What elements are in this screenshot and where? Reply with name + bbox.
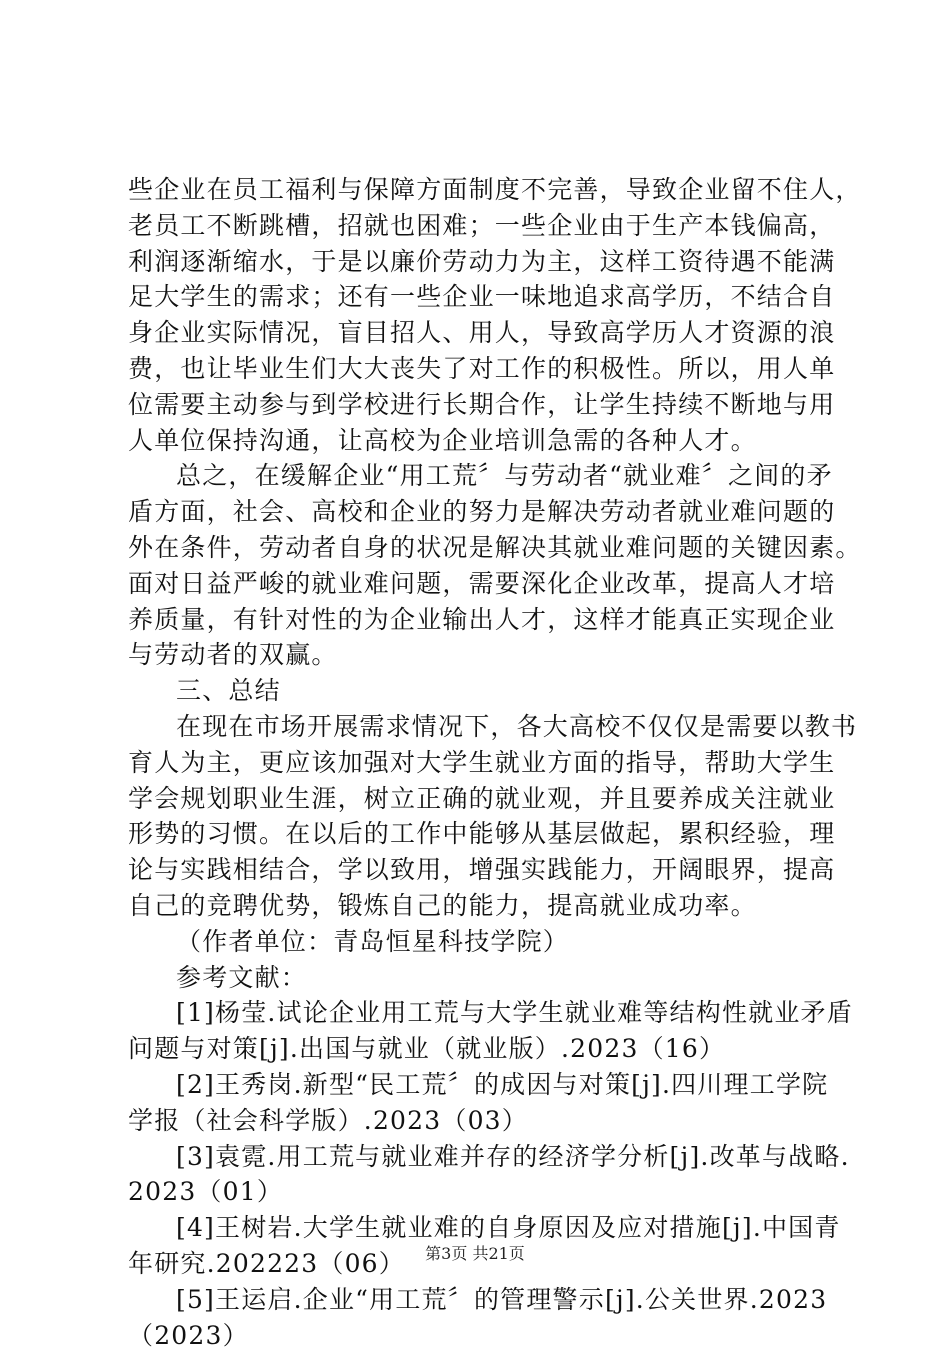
paragraph	[128, 673, 838, 709]
text-line: 学会规划职业生涯，树立正确的就业观，并且要养成关注就业	[128, 781, 838, 817]
text-line: 2023（01）	[128, 1174, 838, 1210]
text-line: （作者单位：青岛恒星科技学院）	[128, 924, 838, 960]
text-line: 形势的习惯。在以后的工作中能够从基层做起，累积经验，理	[128, 816, 838, 852]
text-line: [1]杨莹.试论企业用工荒与大学生就业难等结构性就业矛盾	[128, 995, 838, 1031]
paragraph	[128, 709, 838, 924]
text-line: 利润逐渐缩水，于是以廉价劳动力为主，这样工资待遇不能满	[128, 244, 838, 280]
text-line: 自己的竞聘优势，锻炼自己的能力，提高就业成功率。	[128, 888, 838, 924]
text-line: [5]王运启.企业“用工荒〞的管理警示[j].公关世界.2023	[128, 1282, 838, 1318]
text-line: 面对日益严峻的就业难问题，需要深化企业改革，提高人才培	[128, 566, 838, 602]
text-line: 育人为主，更应该加强对大学生就业方面的指导，帮助大学生	[128, 745, 838, 781]
text-line: [2]王秀岗.新型“民工荒〞的成因与对策[j].四川理工学院	[128, 1067, 838, 1103]
text-line: 些企业在员工福利与保障方面制度不完善，导致企业留不住人，	[128, 172, 838, 208]
text-line: 老员工不断跳槽，招就也困难；一些企业由于生产本钱偏高，	[128, 208, 838, 244]
page-footer: 第3页 共21页	[0, 1244, 950, 1264]
text-line: 位需要主动参与到学校进行长期合作，让学生持续不断地与用	[128, 387, 838, 423]
text-line: [4]王树岩.大学生就业难的自身原因及应对措施[j].中国青	[128, 1210, 838, 1246]
text-line: 论与实践相结合，学以致用，增强实践能力，开阔眼界，提高	[128, 852, 838, 888]
text-line: 问题与对策[j].出国与就业（就业版）.2023（16）	[128, 1031, 838, 1067]
text-line: 在现在市场开展需求情况下，各大高校不仅仅是需要以教书	[128, 709, 838, 745]
text-line: 总之，在缓解企业“用工荒〞与劳动者“就业难〞之间的矛	[128, 458, 838, 494]
text-line: 参考文献：	[128, 960, 838, 996]
text-line: 养质量，有针对性的为企业输出人才，这样才能真正实现企业	[128, 602, 838, 638]
paragraph	[128, 995, 838, 1067]
text-line: 盾方面，社会、高校和企业的努力是解决劳动者就业难问题的	[128, 494, 838, 530]
body-text	[128, 172, 838, 1353]
text-line: 人单位保持沟通，让高校为企业培训急需的各种人才。	[128, 423, 838, 459]
paragraph	[128, 960, 838, 996]
text-line: 与劳动者的双赢。	[128, 637, 838, 673]
text-line: 三、总结	[128, 673, 838, 709]
text-line: [3]袁霓.用工荒与就业难并存的经济学分析[j].改革与战略.	[128, 1139, 838, 1175]
paragraph	[128, 924, 838, 960]
text-line: （2023）	[128, 1318, 838, 1353]
text-line: 足大学生的需求；还有一些企业一味地追求高学历，不结合自	[128, 279, 838, 315]
text-line: 费，也让毕业生们大大丧失了对工作的积极性。所以，用人单	[128, 351, 838, 387]
text-line: 学报（社会科学版）.2023（03）	[128, 1103, 838, 1139]
paragraph	[128, 172, 838, 458]
text-line: 外在条件，劳动者自身的状况是解决其就业难问题的关键因素。	[128, 530, 838, 566]
text-line: 身企业实际情况，盲目招人、用人，导致高学历人才资源的浪	[128, 315, 838, 351]
paragraph	[128, 458, 838, 673]
text-line: 年研究.202223（06）	[128, 1246, 838, 1282]
paragraph	[128, 1067, 838, 1139]
paragraph	[128, 1139, 838, 1211]
paragraph	[128, 1282, 838, 1353]
